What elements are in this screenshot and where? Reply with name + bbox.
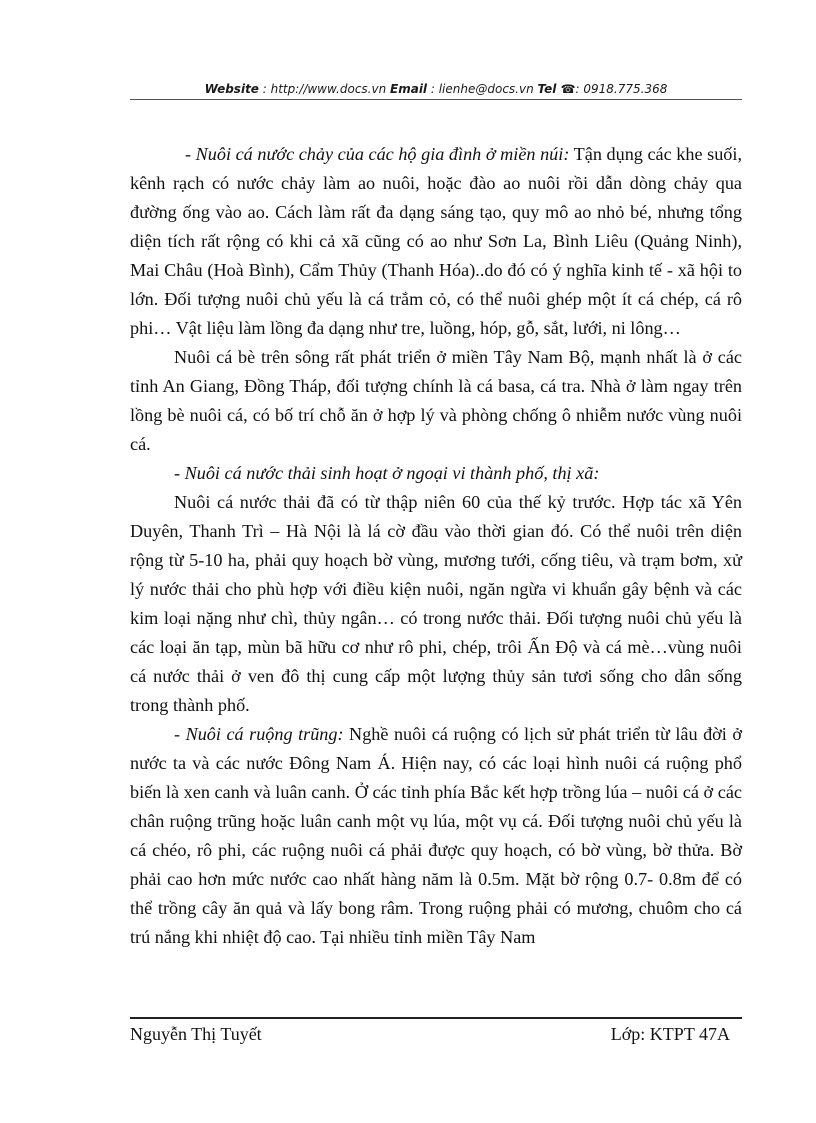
paragraph-text: Nghề nuôi cá ruộng có lịch sử phát triển từ lâu đời ở nước ta và các nước Đông Nam Á. Hiện nay, có các loại hình nuôi cá ruộng phổ biến là xen canh và luân canh. Ở các tỉnh phía Bắc kết hợp trồng lúa – nuôi cá ở các chân ruộng trũng hoặc luân canh một vụ lúa, một vụ cá. Đối tượng nuôi chủ yếu là cá chéo, rô phi, các ruộng nuôi cá phải được quy hoạch, có bờ vùng, bờ thửa. Bờ phải cao hơn mức nước cao nhất hàng năm là 0.5m. Mặt bờ rộng 0.7- 0.8m để có thể trồng cây ăn quả và lấy bong râm. Trong ruộng phải có mương, chuôm cho cá trú nắng khi nhiệt độ cao. Tại nhiều tỉnh miền Tây Nam	[130, 724, 742, 947]
footer-divider	[130, 1017, 742, 1019]
header-divider	[130, 99, 742, 100]
paragraph-wastewater-heading	[130, 459, 742, 488]
page-header	[130, 80, 742, 98]
paragraph-heading: - Nuôi cá nước thải sinh hoạt ở ngoại vi thành phố, thị xã:	[174, 463, 600, 483]
footer-author: Nguyễn Thị Tuyết	[130, 1024, 262, 1044]
paragraph-mountain-fish	[130, 140, 742, 343]
paragraph-heading: - Nuôi cá nước chảy của các hộ gia đình ở miền núi:	[185, 144, 570, 164]
document-body	[130, 140, 742, 952]
tel-label: Tel ☎	[537, 82, 576, 96]
page-footer	[130, 1021, 742, 1047]
paragraph-ricefield-fish	[130, 720, 742, 952]
email-label: Email	[390, 82, 428, 96]
website-url: : http://www.docs.vn	[258, 82, 391, 96]
tel-number: : 0918.775.368	[575, 82, 668, 96]
paragraph-heading: - Nuôi cá ruộng trũng:	[174, 724, 344, 744]
paragraph-raft-fish	[130, 343, 742, 459]
website-label: Website	[204, 82, 259, 96]
paragraph-wastewater-fish	[130, 488, 742, 720]
paragraph-text: Nuôi cá nước thải đã có từ thập niên 60 của thế kỷ trước. Hợp tác xã Yên Duyên, Thanh Trì – Hà Nội là lá cờ đầu vào thời gian đó. Có thể nuôi trên diện rộng từ 5-10 ha, phải quy hoạch bờ vùng, mương tưới, cống tiêu, và trạm bơm, xử lý nước thải cho phù hợp với điều kiện nuôi, ngăn ngừa vi khuẩn gây bệnh và các kim loại nặng như chì, thủy ngân… có trong nước thải. Đối tượng nuôi chủ yếu là các loại ăn tạp, mùn bã hữu cơ như rô phi, chép, trôi Ấn Độ và cá mè…vùng nuôi cá nước thải ở ven đô thị cung cấp một lượng thủy sản tươi sống cho dân sống trong thành phố.	[130, 492, 742, 715]
paragraph-text: Tận dụng các khe suối, kênh rạch có nước chảy làm ao nuôi, hoặc đào ao nuôi rồi dẫn dòng chảy qua đường ống vào ao. Cách làm rất đa dạng sáng tạo, quy mô ao nhỏ bé, nhưng tổng diện tích rất rộng có khi cả xã cũng có ao như Sơn La, Bình Liêu (Quảng Ninh), Mai Châu (Hoà Bình), Cẩm Thủy (Thanh Hóa)..do đó có ý nghĩa kinh tế - xã hội to lớn. Đối tượng nuôi chủ yếu là cá trắm cỏ, có thể nuôi ghép một ít cá chép, cá rô phi… Vật liệu làm lồng đa dạng như tre, luồng, hóp, gỗ, sắt, lưới, ni lông…	[130, 144, 742, 338]
email-address: : lienhe@docs.vn	[427, 82, 538, 96]
paragraph-text: Nuôi cá bè trên sông rất phát triển ở miền Tây Nam Bộ, mạnh nhất là ở các tỉnh An Giang, Đồng Tháp, đối tượng chính là cá basa, cá tra. Nhà ở làm ngay trên lồng bè nuôi cá, có bố trí chỗ ăn ở hợp lý và phòng chống ô nhiễm nước vùng nuôi cá.	[130, 347, 742, 454]
footer-class: Lớp: KTPT 47A	[610, 1024, 730, 1044]
